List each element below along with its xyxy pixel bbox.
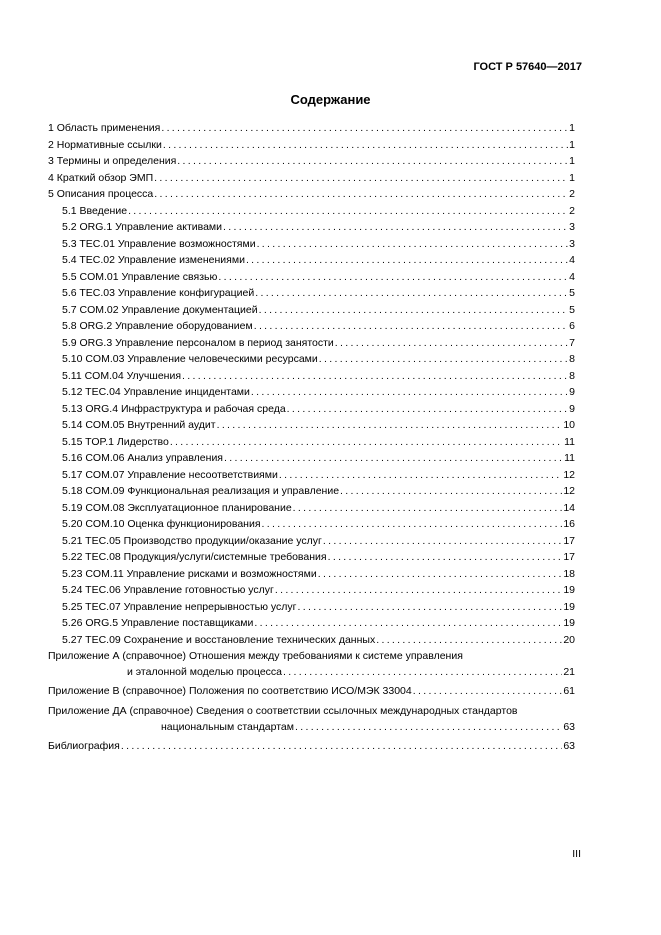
toc-entry-label: 5.18 COM.09 Функциональная реализация и управление (62, 485, 340, 497)
toc-entry-page: 2 (569, 188, 575, 200)
toc-entry[interactable] (48, 516, 575, 533)
toc-entry-page: 3 (569, 237, 575, 250)
toc-entry-page: 17 (563, 534, 575, 547)
toc-entry-page: 1 (569, 138, 575, 151)
toc-entry-label: 5.23 COM.11 Управление рисками и возможностями (62, 567, 317, 580)
toc-entry-page: 3 (569, 221, 575, 233)
toc-entry-page: 12 (563, 485, 575, 497)
toc-entry-label: национальным стандартам (161, 720, 294, 733)
toc-entry[interactable] (48, 615, 575, 632)
toc-entry-label: 5.13 ORG.4 Инфраструктура и рабочая среда (62, 402, 286, 415)
leader-dots (254, 615, 562, 632)
toc-entry[interactable] (48, 186, 575, 203)
leader-dots (328, 549, 563, 566)
leader-dots (154, 170, 568, 187)
toc-entry-label: 5.17 COM.07 Управление несоответствиями (62, 468, 278, 481)
toc-entry-page: 63 (563, 739, 575, 752)
toc-entry-page: 4 (569, 254, 575, 266)
toc-entry-page: 1 (569, 122, 575, 134)
toc-entry[interactable] (48, 302, 575, 319)
leader-dots (319, 351, 568, 368)
leader-dots (275, 582, 562, 599)
toc-entry-label: Библиография (48, 739, 120, 752)
toc-entry-page: 6 (569, 320, 575, 332)
toc-entry[interactable] (48, 351, 575, 368)
leader-dots (128, 203, 568, 220)
leader-dots (255, 285, 568, 302)
toc-entry-label: 5.11 COM.04 Улучшения (62, 369, 182, 382)
toc-entry-label: 5.20 COM.10 Оценка функционирования (62, 518, 261, 530)
toc-entry[interactable] (48, 549, 575, 566)
toc-entry[interactable] (48, 582, 575, 599)
toc-entry-page: 5 (569, 287, 575, 299)
toc-entry-page: 1 (569, 171, 575, 184)
toc-entry-annex-b[interactable] (48, 683, 575, 700)
toc-entry-page: 16 (563, 518, 575, 530)
leader-dots (295, 720, 562, 734)
toc-entry[interactable] (48, 500, 575, 517)
document-code: ГОСТ Р 57640—2017 (473, 61, 582, 73)
toc-entry-label: 5.22 TEC.08 Продукция/услуги/системные требования (62, 551, 327, 563)
toc-entry-label: 5.6 TEC.03 Управление конфигурацией (62, 287, 255, 299)
toc-entry[interactable] (48, 368, 575, 385)
toc-entry-page: 18 (563, 567, 575, 580)
leader-dots (376, 632, 562, 649)
toc-entry[interactable] (48, 483, 575, 500)
toc-entry[interactable] (48, 401, 575, 418)
toc-entry-label: Приложение А (справочное) Отношения между требованиями к системе управления (48, 650, 463, 662)
toc-entry[interactable] (48, 434, 575, 451)
toc-entry[interactable] (48, 417, 575, 434)
toc-entry-label: 5.5 COM.01 Управление связью (62, 270, 218, 283)
toc-entry-label: 5.12 TEC.04 Управление инцидентами (62, 386, 250, 398)
toc-entry-page: 10 (563, 419, 575, 431)
toc-entry[interactable] (48, 318, 575, 335)
toc-entry-label: 5.21 TEC.05 Производство продукции/оказание услуг (62, 534, 322, 547)
toc-entry-label: 2 Нормативные ссылки (48, 138, 162, 151)
toc-entry[interactable] (48, 120, 575, 137)
leader-dots (279, 467, 562, 484)
toc-entry-page: 11 (564, 452, 575, 464)
toc-entry[interactable] (48, 599, 575, 616)
toc-entry[interactable] (48, 335, 575, 352)
toc-entry-label: 5.26 ORG.5 Управление поставщиками (62, 617, 254, 629)
toc-entry-page: 7 (569, 336, 575, 349)
leader-dots (121, 738, 562, 755)
toc-entry-page: 63 (563, 720, 575, 733)
toc-entry-label: 5 Описания процесса (48, 188, 154, 200)
leader-dots (262, 516, 563, 533)
leader-dots (323, 533, 562, 550)
leader-dots (318, 566, 563, 583)
leader-dots (283, 665, 562, 679)
toc-entry-label: 1 Область применения (48, 122, 161, 134)
toc-entry[interactable] (48, 467, 575, 484)
table-of-contents (48, 120, 575, 754)
leader-dots (259, 302, 569, 319)
toc-entry-label: 5.16 COM.06 Анализ управления (62, 452, 223, 464)
toc-entry-label: 5.4 TEC.02 Управление изменениями (62, 254, 245, 266)
toc-entry-page: 8 (569, 353, 575, 365)
toc-entry-page: 8 (569, 369, 575, 382)
toc-entry[interactable] (48, 252, 575, 269)
leader-dots (335, 335, 568, 352)
toc-entry-label: 5.14 COM.05 Внутренний аудит (62, 419, 216, 431)
toc-entry-label: 4 Краткий обзор ЭМП (48, 171, 154, 184)
leader-dots (293, 500, 563, 517)
toc-entry[interactable] (48, 170, 575, 187)
toc-entry-label: Приложение ДА (справочное) Сведения о соответствии ссылочных международных стандартов (48, 705, 518, 717)
leader-dots (246, 252, 568, 269)
toc-entry[interactable] (48, 203, 575, 220)
toc-entry[interactable] (48, 219, 575, 236)
toc-entry-page: 2 (569, 204, 575, 217)
leader-dots (154, 186, 568, 203)
page-title: Содержание (290, 92, 371, 107)
toc-entry-label: 5.24 TEC.06 Управление готовностью услуг (62, 584, 274, 596)
leader-dots (257, 236, 569, 253)
toc-entry-page: 19 (563, 584, 575, 596)
toc-entry[interactable] (48, 384, 575, 401)
toc-entry[interactable] (48, 632, 575, 649)
leader-dots (177, 153, 568, 170)
leader-dots (340, 483, 562, 500)
toc-entry[interactable] (48, 285, 575, 302)
leader-dots (254, 318, 568, 335)
toc-entry-label: 5.3 TEC.01 Управление возможностями (62, 237, 256, 250)
toc-entry-label: 5.27 TEC.09 Сохранение и восстановление технических данных (62, 633, 376, 646)
leader-dots (182, 368, 568, 385)
toc-entry-label: 3 Термины и определения (48, 155, 177, 167)
leader-dots (161, 120, 568, 137)
leader-dots (163, 137, 568, 154)
leader-dots (217, 417, 563, 434)
toc-entry[interactable] (48, 566, 575, 583)
toc-entry-page: 12 (563, 468, 575, 481)
toc-entry-bibliography[interactable] (48, 738, 575, 755)
toc-entry-label: 5.19 COM.08 Эксплуатационное планирование (62, 501, 292, 514)
toc-entry-page: 21 (563, 665, 575, 678)
toc-entry-page: 9 (569, 386, 575, 398)
toc-entry-page: 5 (569, 303, 575, 316)
leader-dots (170, 434, 563, 451)
toc-entry-page: 4 (569, 270, 575, 283)
toc-entry-page: 19 (563, 617, 575, 629)
toc-entry-page: 14 (563, 501, 575, 514)
toc-entry-label: 5.7 COM.02 Управление документацией (62, 303, 258, 316)
toc-entry-page: 11 (564, 435, 575, 448)
leader-dots (413, 683, 563, 700)
toc-entry-page: 1 (569, 155, 575, 167)
page-number: III (572, 848, 581, 860)
toc-entry-label: 5.10 COM.03 Управление человеческими ресурсами (62, 353, 318, 365)
toc-entry-label: 5.2 ORG.1 Управление активами (62, 221, 223, 233)
leader-dots (297, 599, 562, 616)
toc-entry-annex-a[interactable] (48, 648, 575, 683)
toc-entry-annex-da[interactable] (48, 703, 575, 738)
toc-entry[interactable] (48, 269, 575, 286)
leader-dots (224, 450, 563, 467)
toc-entry[interactable] (48, 450, 575, 467)
toc-entry[interactable] (48, 533, 575, 550)
toc-entry-page: 17 (563, 551, 575, 563)
leader-dots (251, 384, 568, 401)
toc-entry-label: 5.8 ORG.2 Управление оборудованием (62, 320, 253, 332)
toc-entry[interactable] (48, 236, 575, 253)
toc-entry-label: 5.15 TOP.1 Лидерство (62, 435, 169, 448)
leader-dots (223, 219, 568, 236)
toc-entry-label: и эталонной моделью процесса (127, 665, 283, 678)
toc-entry[interactable] (48, 137, 575, 154)
leader-dots (287, 401, 568, 418)
toc-entry-label: 5.25 TEC.07 Управление непрерывностью услуг (62, 600, 297, 613)
toc-entry-page: 19 (563, 600, 575, 613)
toc-entry-label: 5.9 ORG.3 Управление персоналом в период занятости (62, 336, 334, 349)
toc-entry-label: Приложение В (справочное) Положения по соответствию ИСО/МЭК 33004 (48, 684, 412, 697)
toc-entry-page: 9 (569, 402, 575, 415)
toc-entry[interactable] (48, 153, 575, 170)
toc-entry-page: 61 (563, 684, 575, 697)
toc-entry-page: 20 (563, 633, 575, 646)
leader-dots (218, 269, 568, 286)
toc-entry-label: 5.1 Введение (62, 204, 128, 217)
